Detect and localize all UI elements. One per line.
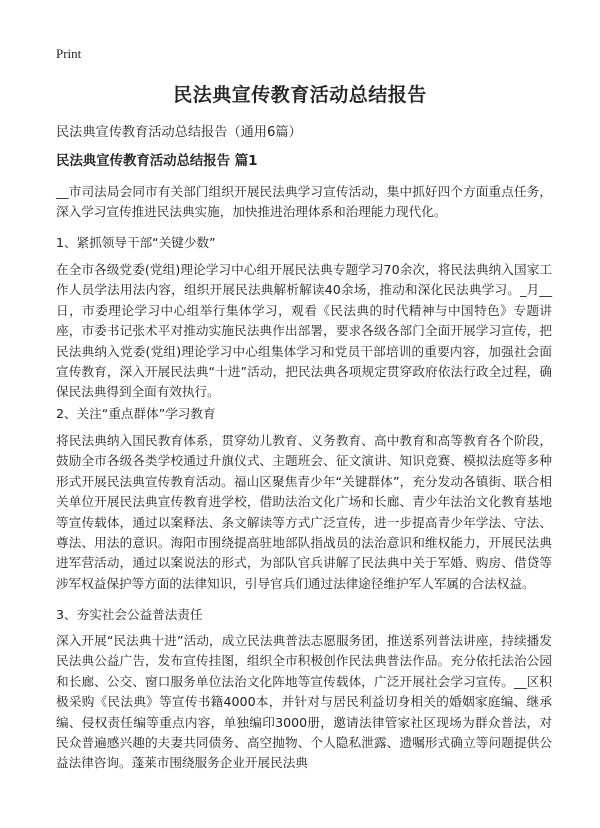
document-subtitle: 民法典宣传教育活动总结报告（通用6篇） — [56, 125, 302, 140]
page-title: 民法典宣传教育活动总结报告 — [173, 84, 427, 106]
section-body-2: 将民法典纳入国民教育体系，贯穿幼儿教育、义务教育、高中教育和高等教育各个阶段，鼓励全市各级各类学校通过升旗仪式、主题班会、征文演讲、知识竞赛、模拟法庭等多种形式开展民法典宣传教育活动。福山区聚焦青少年“关键群体”，充分发动各镇街、联合相关单位开展民法典宣传教育进学校，借助法治文化广场和长廊、青少年法治文化教育基地等宣传载体，通过以案释法、条文解读等方式广泛宣传，进一步提高青少年学法、守法、尊法、用法的意识。海阳市围绕提高驻地部队指战员的法治意识和维权能力，开展民法典进军营活动，通过以案说法的形式，为部队官兵讲解了民法典中关于军婚、购房、借贷等涉军权益保护等方面的法律知识，引导官兵们通过法律途径维护军人军属的合法权益。 — [56, 433, 552, 591]
print-link[interactable]: Print — [56, 46, 82, 61]
section-heading-1: 1、紧抓领导干部“关键少数” — [56, 235, 216, 250]
article-heading: 民法典宣传教育活动总结报告 篇1 — [56, 154, 258, 169]
section-heading-2: 2、关注“重点群体”学习教育 — [56, 406, 216, 421]
section-body-1: 在全市各级党委(党组)理论学习中心组开展民法典专题学习70余次，将民法典纳入国家工作人员学法用法内容，组织开展民法典解析解读40余场，推动和深化民法典学习。_月__日，市委理论学习中心组举行集体学习，观看《民法典的时代精神与中国特色》专题讲座，市委书记张术平对推动实施民法典作出部署，要求各级各部门全面开展学习宣传，把民法典纳入党委(党组)理论学习中心组集体学习和党员干部培训的重要内容，加强社会面宣传教育，深入开展民法典“十进”活动，把民法典各项规定贯穿政府依法行政全过程，确保民法典得到全面有效执行。 — [56, 262, 552, 400]
section-heading-3: 3、夯实社会公益普法责任 — [56, 607, 203, 622]
section-body-3: 深入开展“民法典十进”活动，成立民法典普法志愿服务团，推送系列普法讲座，持续播发民法典公益广告，发布宣传挂图，组织全市积极创作民法典普法作品。充分依托法治公园和长廊、公交、窗口服务单位法治文化阵地等宣传载体，广泛开展社会学习宣传。__区积极采购《民法典》等宣传书籍4000本，并针对与居民利益切身相关的婚姻家庭编、继承编、侵权责任编等重点内容，单独编印3000册，邀请法律管家社区现场为群众普法，对民众普遍感兴趣的夫妻共同债务、高空抛物、个人隐私泄露、遗嘱形式确立等问题提供公益法律咨询。蓬莱市围绕服务企业开展民法典 — [56, 633, 552, 771]
intro-paragraph: __市司法局会同市有关部门组织开展民法典学习宣传活动，集中抓好四个方面重点任务，深入学习宣传推进民法典实施，加快推进治理体系和治理能力现代化。 — [56, 184, 552, 220]
